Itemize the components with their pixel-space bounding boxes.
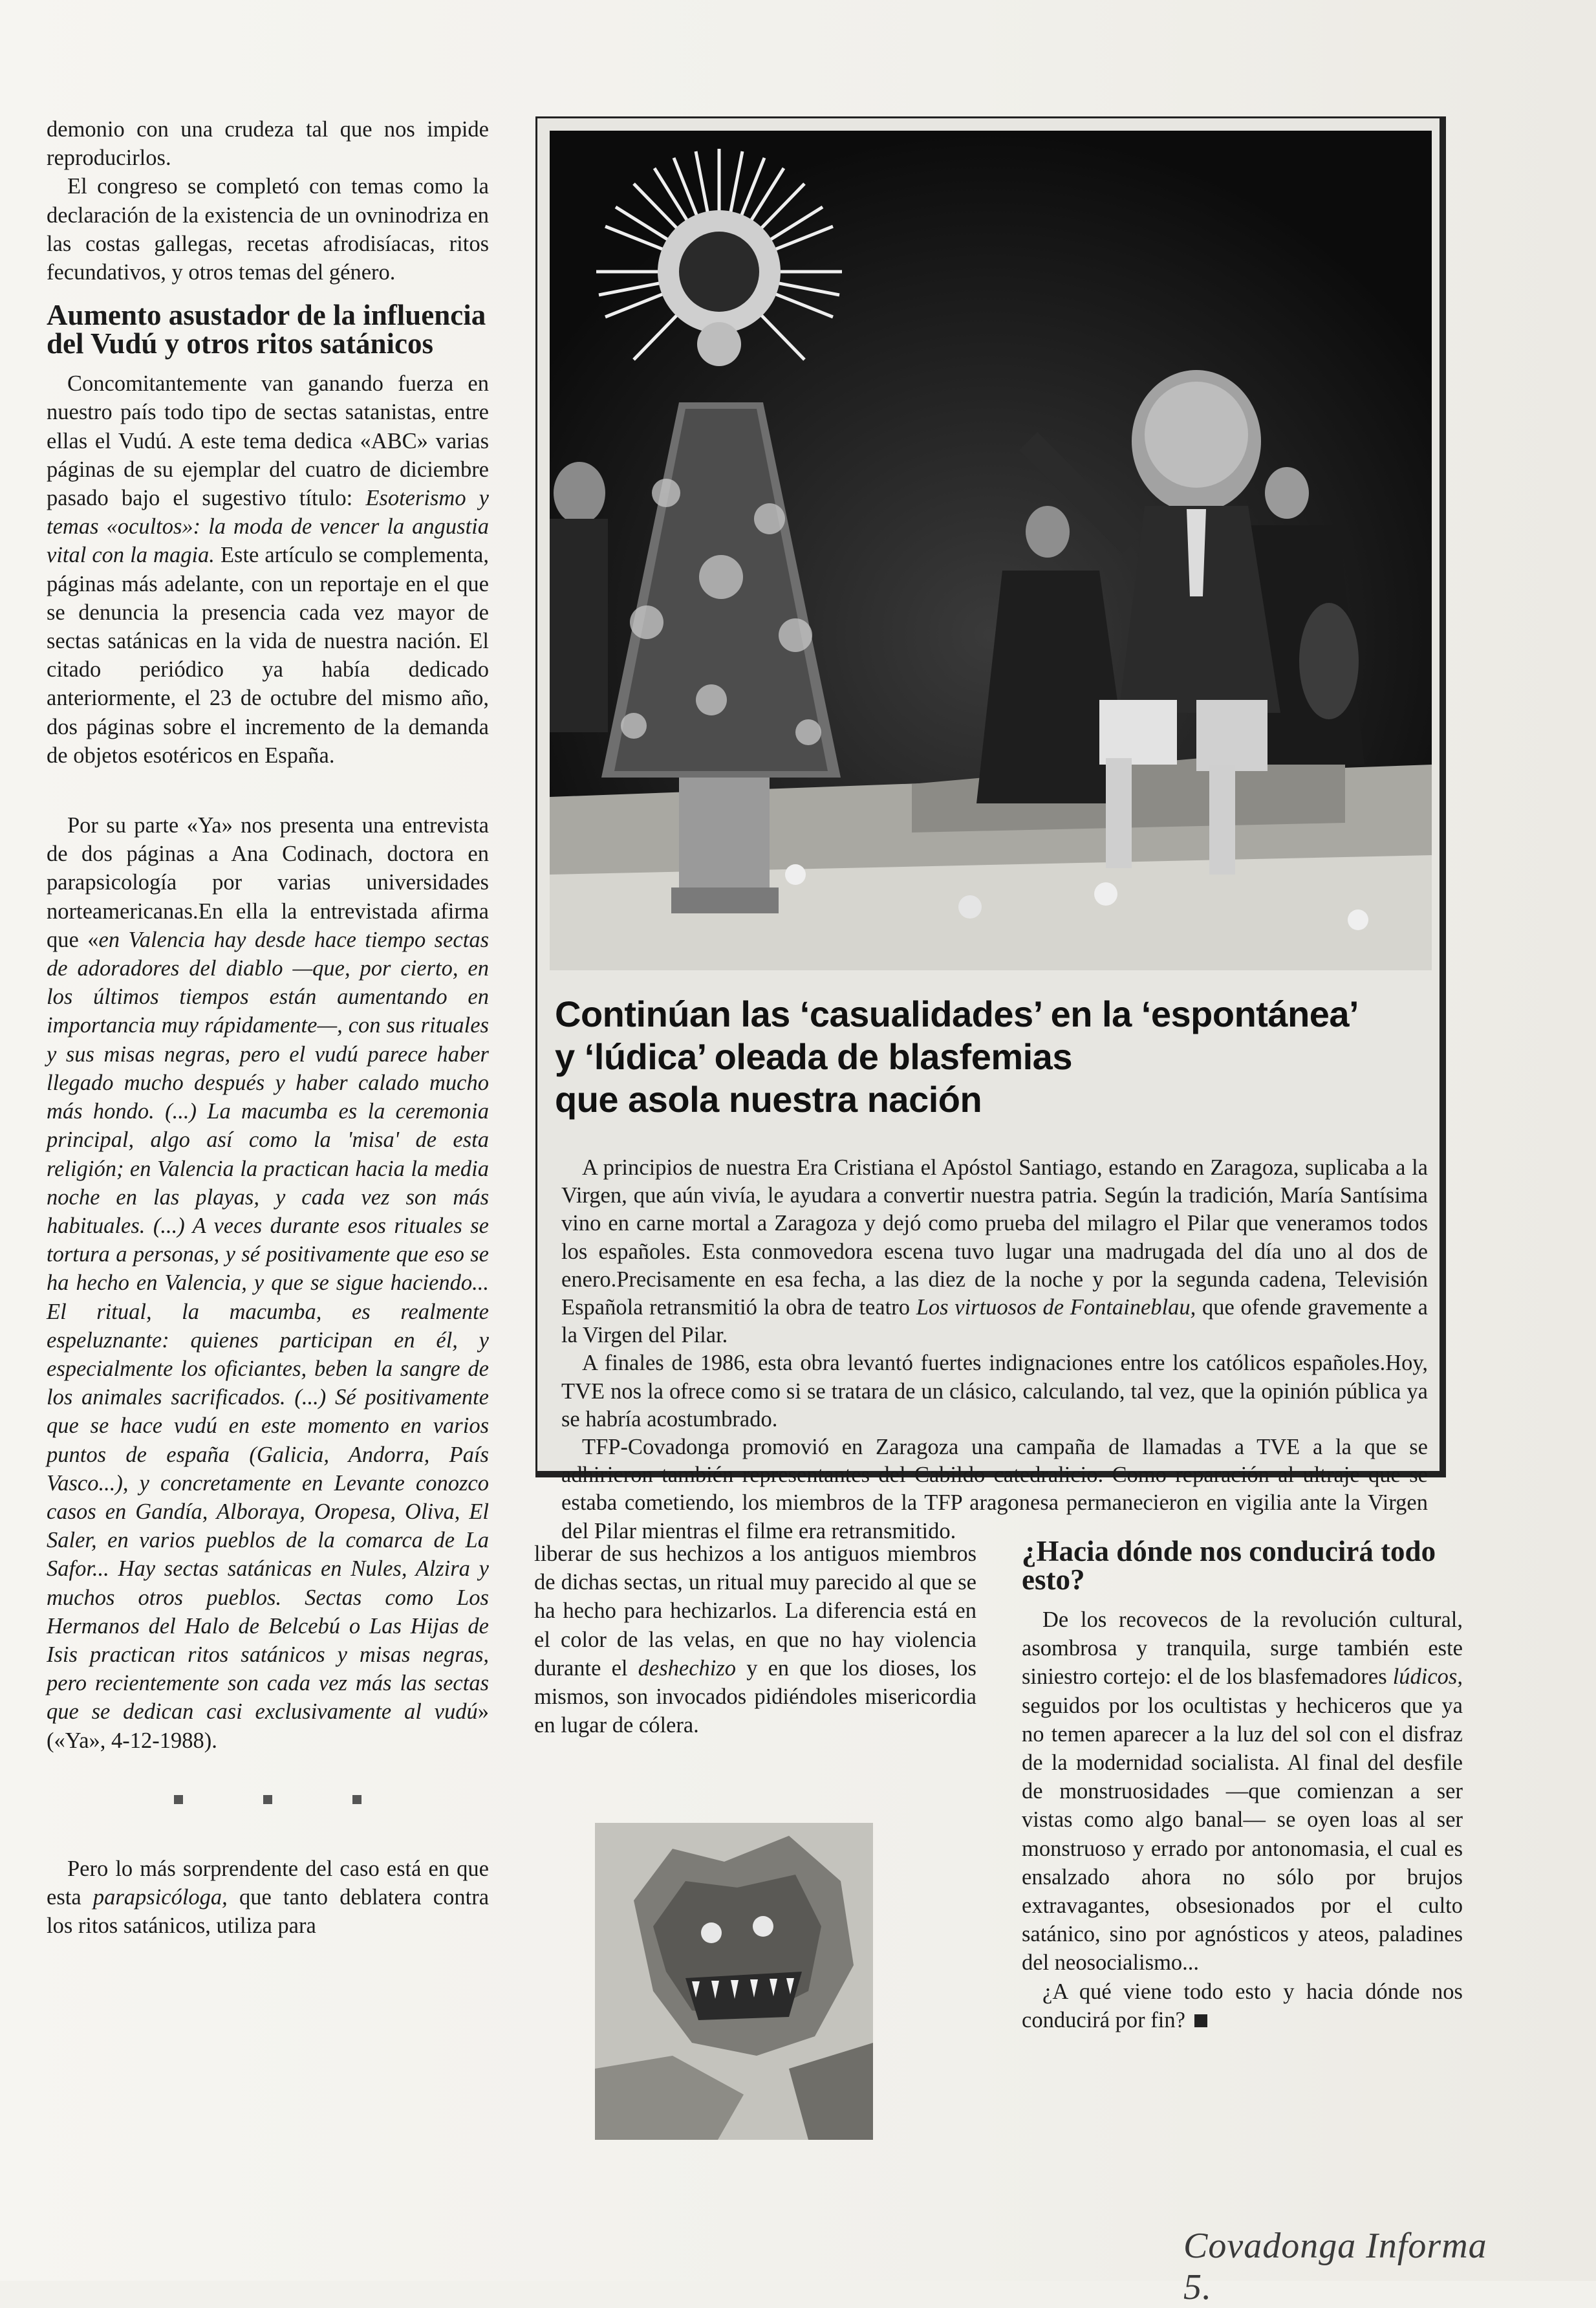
paragraph: ¿A qué viene todo esto y hacia dónde nos conducirá por fin? xyxy=(1022,1979,1463,2032)
dragon-image xyxy=(595,1823,873,2140)
section-heading-hacia: ¿Hacia dónde nos conducirá todo esto? xyxy=(1022,1535,1436,1596)
column-left xyxy=(47,115,489,1941)
paragraph-abc: Concomitantemente van ganando fuerza en nuestro país todo tipo de sectas satanistas, entre ellas el Vudú. A este tema dedica «ABC» varias páginas de su ejemplar del cuatro de diciembre pasado bajo el sugestivo título: Esoterismo y temas «ocultos»: la moda de vencer la angustia vital con la magia. Este artículo se complementa, páginas más adelante, con un reportaje en el que se denuncia la presencia cada vez mayor de sectas satánicas en la vida de nuestra nación. El citado periódico ya había dedicado anteriormente, el 23 de octubre del mismo año, dos páginas sobre el incremento de la demanda de objetos esotéricos en España. xyxy=(47,371,489,768)
feature-box xyxy=(535,116,1449,1543)
section-heading-vudu: Aumento asustador de la influencia del Vudú y otros ritos satánicos xyxy=(47,299,486,360)
paragraph: A principios de nuestra Era Cristiana el Apóstol Santiago, estando en Zaragoza, suplicaba a la Virgen, que aún vivía, le ayudara a convertir nuestra patria. Según la tradición, María Santísima vino en carne mortal a Zaragoza y dejó como prueba del milagro el Pilar que veneramos todos los españoles. Esta conmovedora escena tuvo lugar una madrugada del día uno al dos de enero.Precisamente en esa fecha, a las diez de la noche y por la segunda cadena, Televisión Española retransmitió la obra de teatro Los virtuosos de Fontaineblau, que ofende gravemente a la Virgen del Pilar. xyxy=(561,1155,1428,1348)
end-mark-icon xyxy=(1194,2014,1207,2027)
headline-line: Continúan las ‘casualidades’ en la ‘espontánea’ xyxy=(555,994,1359,1034)
feature-body xyxy=(561,1154,1428,1545)
paragraph: demonio con una crudeza tal que nos impide reproducirlos. xyxy=(47,117,489,171)
paragraph: Pero lo más sorprendente del caso está en que esta parapsicóloga, que tanto deblatera contra los ritos satánicos, utiliza para xyxy=(47,1856,490,1939)
column-middle xyxy=(534,1540,976,1739)
paragraph: A finales de 1986, esta obra levantó fuertes indignaciones entre los católicos españoles.Hoy, TVE nos la ofrece como si se tratara de un clásico, calculando, tal vez, que la opinión pública ya se habría acostumbrado. xyxy=(561,1351,1428,1432)
section-separator xyxy=(47,1786,489,1814)
page-footer: Covadonga Informa 5. xyxy=(1183,2226,1487,2307)
paragraph: liberar de sus hechizos a los antiguos miembros de dichas sectas, un ritual muy parecido al que se ha hecho para hechizarlos. La diferencia está en el color de las velas, en que no hay violencia durante el deshechizo y en que los dioses, los mismos, son invocados pidiéndoles misericordia en lugar de cólera. xyxy=(534,1541,976,1738)
feature-headline xyxy=(555,993,1434,1121)
paragraph: El congreso se completó con temas como la declaración de la existencia de un ovninodriza en las costas gallegas, recetas afrodisíacas, ritos fecundativos, y otros temas del género. xyxy=(47,174,489,285)
paragraph: TFP-Covadonga promovió en Zaragoza una campaña de llamadas a TVE a la que se adhirieron también representantes del Cabildo catedralicio. Como reparación al ultraje que se estaba cometiendo, los miembros de la TFP aragonesa permanecieron en vigilia ante la Virgen del Pilar mientras el filme era retransmitido. xyxy=(561,1435,1428,1543)
theatre-photo xyxy=(550,131,1432,970)
paragraph: De los recovecos de la revolución cultural, asombrosa y tranquila, surge también este siniestro cortejo: el de los blasfemadores lúdicos, seguidos por los ocultistas y hechiceros que ya no temen aparecer a la luz del sol con el disfraz de la modernidad socialista. Al final del desfile de monstruosidades —que comienzan a ser vistas como algo banal— se oyen loas al ser monstruoso y errado por antonomasia, el cual es ensalzado ahora no sólo por brujos extravagantes, obsesionados por el culto satánico, sino por agnósticos y ateos, paladines del neosocialismo... xyxy=(1022,1607,1463,1976)
headline-line: y ‘lúdica’ oleada de blasfemias xyxy=(555,1036,1072,1077)
headline-line: que asola nuestra nación xyxy=(555,1079,982,1120)
paragraph-ya: Por su parte «Ya» nos presenta una entrevista de dos páginas a Ana Codinach, doctora en parapsicología por varias universidades norteamericanas.En ella la entrevistada afirma que «en Valencia hay desde hace tiempo sectas de adoradores del diablo —que, por cierto, en los últimos tiempos están aumentando en importancia muy rápidamente—, con sus rituales y sus misas negras, pero el vudú parece haber llegado mucho después y haber calado mucho más hondo. (...) La macumba es la ceremonia principal, algo así como la 'misa' de esta religión; en Valencia la practican hacia la media noche en las playas, y cada vez son más habituales. (...) A veces durante esos rituales se tortura a personas, y sé positivamente que eso se ha hecho en Valencia, y que se sigue haciendo... El ritual, la macumba, es realmente espeluznante: quienes participan en él, y especialmente los oficiantes, beben la sangre de los animales sacrificados. (...) Sé positivamente que se hace vudú en este momento en varios puntos de españa (Galicia, Andorra, País Vasco...), y concretamente en Levante conozco casos en Gandía, Alboraya, Oropesa, Oliva, El Saler, en varios pueblos de la comarca de La Safor... Hay sectas satánicas en Nules, Alzira y muchos otros pueblos. Sectas como Los Hermanos del Halo de Belcebú o Las Hijas de Isis practican ritos satánicos y misas negras, pero recientemente son cada vez más las sectas que se dedican casi exclusivamente al vudú» («Ya», 4-12-1988). xyxy=(47,813,489,1753)
column-right xyxy=(1022,1537,1463,2034)
